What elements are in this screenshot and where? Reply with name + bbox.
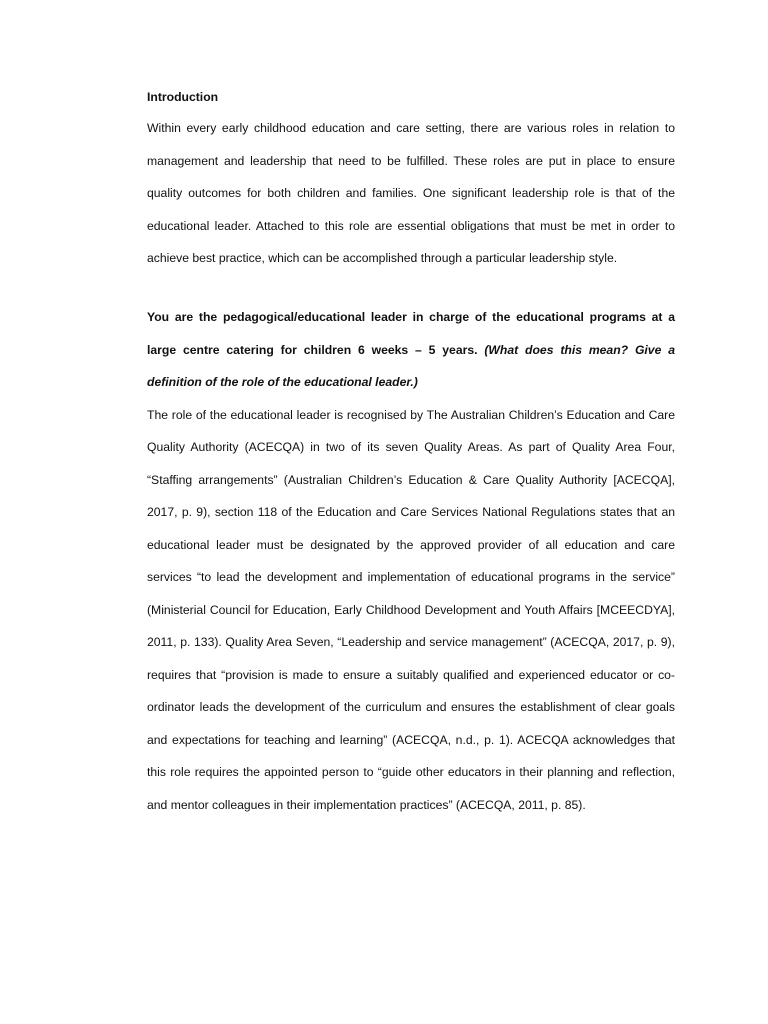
intro-paragraph: Within every early childhood education and care setting, there are various roles in relation to management and leadership that need to be fulfilled. These roles are put in place to ensure quality outcomes for both children and families. One significant leadership role is that of the educational leader. Attached to this role are essential obligations that must be met in order to achieve best practice, which can be accomplished through a particular leadership style. (147, 121, 675, 266)
section-heading: Introduction (147, 90, 219, 104)
paragraph-spacer (147, 275, 675, 301)
question-italic-text: (What does this mean? Give a definition of the role of the educational leader.) (147, 342, 675, 390)
document-page (147, 88, 675, 821)
answer-paragraph: The role of the educational leader is recognised by The Australian Children’s Education and Care Quality Authority (ACECQA) in two of its seven Quality Areas. As part of Quality Area Four, “Staffing arrangements” (Australian Children’s Education & Care Quality Authority [ACECQA], 2017, p. 9), section 118 of the Education and Care Services National Regulations states that an educational leader must be designated by the approved provider of all education and care services “to lead the development and implementation of educational programs in the service” (Ministerial Council for Education, Early Childhood Development and Youth Affairs [MCEECDYA], 2011, p. 133). Quality Area Seven, “Leadership and service management” (ACECQA, 2017, p. 9), requires that “provision is made to ensure a suitably qualified and experienced educator or co-ordinator leads the development of the curriculum and ensures the establishment of clear goals and expectations for teaching and learning” (ACECQA, n.d., p. 1). ACECQA acknowledges that this role requires the appointed person to “guide other educators in their planning and reflection, and mentor colleagues in their implementation practices” (ACECQA, 2011, p. 85). (147, 407, 675, 812)
question-paragraph (147, 301, 675, 399)
question-bold-text: You are the pedagogical/educational leader in charge of the educational programs at a large centre catering for children 6 weeks – 5 years. (147, 309, 675, 357)
